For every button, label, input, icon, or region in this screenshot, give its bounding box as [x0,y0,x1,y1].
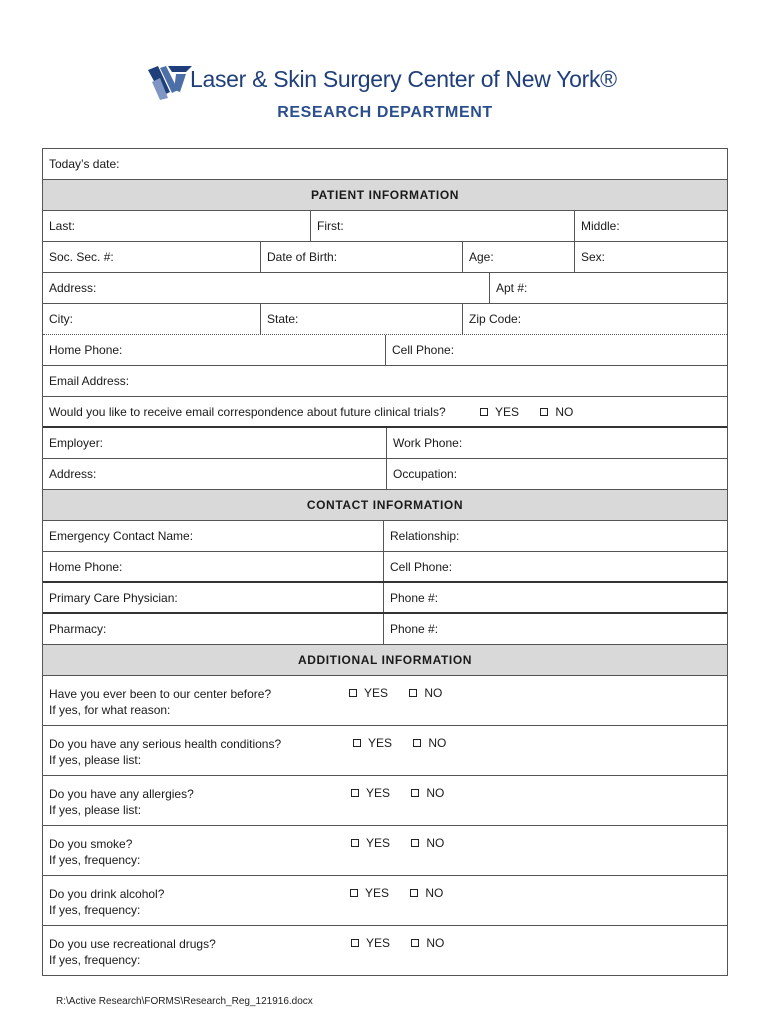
clinic-logo-icon [146,62,194,102]
patient-info-heading: PATIENT INFORMATION [43,180,727,211]
address-row [43,273,727,304]
sex-field[interactable]: Sex: [574,242,729,272]
phone-row [43,335,727,366]
no-option[interactable]: NO [409,686,442,700]
no-option[interactable]: NO [411,836,444,850]
question-text: Do you drink alcohol? If yes, frequency: [49,887,165,917]
question-text: Have you ever been to our center before? If yes, for what reason: [49,687,272,717]
yes-option[interactable]: YES [351,836,390,850]
question-options [350,886,461,900]
contact-home-phone-field[interactable]: Home Phone: [49,560,123,574]
email-yes-option[interactable]: YES [480,405,519,419]
employer-field[interactable]: Employer: [49,436,104,450]
ssn-field[interactable]: Soc. Sec. #: [49,250,114,264]
email-row [43,366,727,397]
state-field[interactable]: State: [260,304,462,334]
email-field[interactable]: Email Address: [49,374,130,388]
address-field[interactable]: Address: [49,281,97,295]
checkbox-icon[interactable] [413,739,421,747]
pharmacy-field[interactable]: Pharmacy: [49,622,107,636]
checkbox-icon[interactable] [349,689,357,697]
checkbox-icon[interactable] [410,889,418,897]
yes-option[interactable]: YES [351,786,390,800]
occupation-field[interactable]: Occupation: [386,459,729,489]
last-name-field[interactable]: Last: [49,219,76,233]
yes-option[interactable]: YES [353,736,392,750]
email-consent-options [480,405,591,419]
middle-name-field[interactable]: Middle: [574,211,729,241]
question-text: Do you have any serious health conditions? If yes, please list: [49,737,282,767]
yes-option[interactable]: YES [351,936,390,950]
pcp-row [43,583,727,614]
first-name-field[interactable]: First: [310,211,574,241]
org-name: Laser & Skin Surgery Center of New York® [190,66,617,92]
question-options [353,736,464,750]
question-text: Do you smoke? If yes, frequency: [49,837,141,867]
employer-address-field[interactable]: Address: [49,467,97,481]
yes-option[interactable]: YES [350,886,389,900]
checkbox-icon[interactable] [411,939,419,947]
question-row [43,926,727,976]
zip-field[interactable]: Zip Code: [462,304,729,334]
employer-address-row [43,459,727,490]
question-options [351,836,462,850]
pcp-phone-field[interactable]: Phone #: [383,583,729,612]
additional-info-heading: ADDITIONAL INFORMATION [43,645,727,676]
question-row [43,776,727,826]
pcp-field[interactable]: Primary Care Physician: [49,591,178,605]
pharmacy-phone-field[interactable]: Phone #: [383,614,729,644]
checkbox-icon[interactable] [350,889,358,897]
checkbox-icon[interactable] [353,739,361,747]
home-phone-field[interactable]: Home Phone: [49,343,123,357]
registration-form [42,148,728,976]
email-consent-question: Would you like to receive email correspondence about future clinical trials? [49,405,446,419]
checkbox-icon[interactable] [411,839,419,847]
checkbox-icon[interactable] [540,408,548,416]
relationship-field[interactable]: Relationship: [383,521,729,551]
no-option[interactable]: NO [411,936,444,950]
city-row [43,304,727,335]
no-option[interactable]: NO [411,786,444,800]
contact-cell-phone-field[interactable]: Cell Phone: [383,552,729,581]
question-row [43,826,727,876]
checkbox-icon[interactable] [351,839,359,847]
city-field[interactable]: City: [49,312,73,326]
yes-option[interactable]: YES [349,686,388,700]
apt-field[interactable]: Apt #: [489,273,729,303]
department-title: RESEARCH DEPARTMENT [277,104,493,121]
question-row [43,876,727,926]
no-option[interactable]: NO [413,736,446,750]
question-row [43,726,727,776]
todays-date-field[interactable]: Today’s date: [49,157,120,171]
question-options [349,686,460,700]
checkbox-icon[interactable] [351,939,359,947]
cell-phone-field[interactable]: Cell Phone: [385,335,729,365]
contact-info-heading: CONTACT INFORMATION [43,490,727,521]
contact-phone-row [43,552,727,583]
checkbox-icon[interactable] [411,789,419,797]
question-row [43,676,727,726]
logo [146,58,626,102]
no-option[interactable]: NO [410,886,443,900]
pharmacy-row [43,614,727,645]
identity-row [43,242,727,273]
todays-date-row [43,149,727,180]
employer-row [43,428,727,459]
emergency-contact-row [43,521,727,552]
checkbox-icon[interactable] [480,408,488,416]
email-no-option[interactable]: NO [540,405,573,419]
checkbox-icon[interactable] [351,789,359,797]
work-phone-field[interactable]: Work Phone: [386,428,729,458]
dob-field[interactable]: Date of Birth: [260,242,462,272]
age-field[interactable]: Age: [462,242,574,272]
checkbox-icon[interactable] [409,689,417,697]
question-options [351,936,462,950]
name-row [43,211,727,242]
question-text: Do you have any allergies? If yes, please list: [49,787,194,817]
emergency-contact-name-field[interactable]: Emergency Contact Name: [49,529,194,543]
email-consent-row [43,397,727,428]
file-path-footer: R:\Active Research\FORMS\Research_Reg_121916.docx [56,996,313,1007]
question-text: Do you use recreational drugs? If yes, frequency: [49,937,216,967]
question-options [351,786,462,800]
